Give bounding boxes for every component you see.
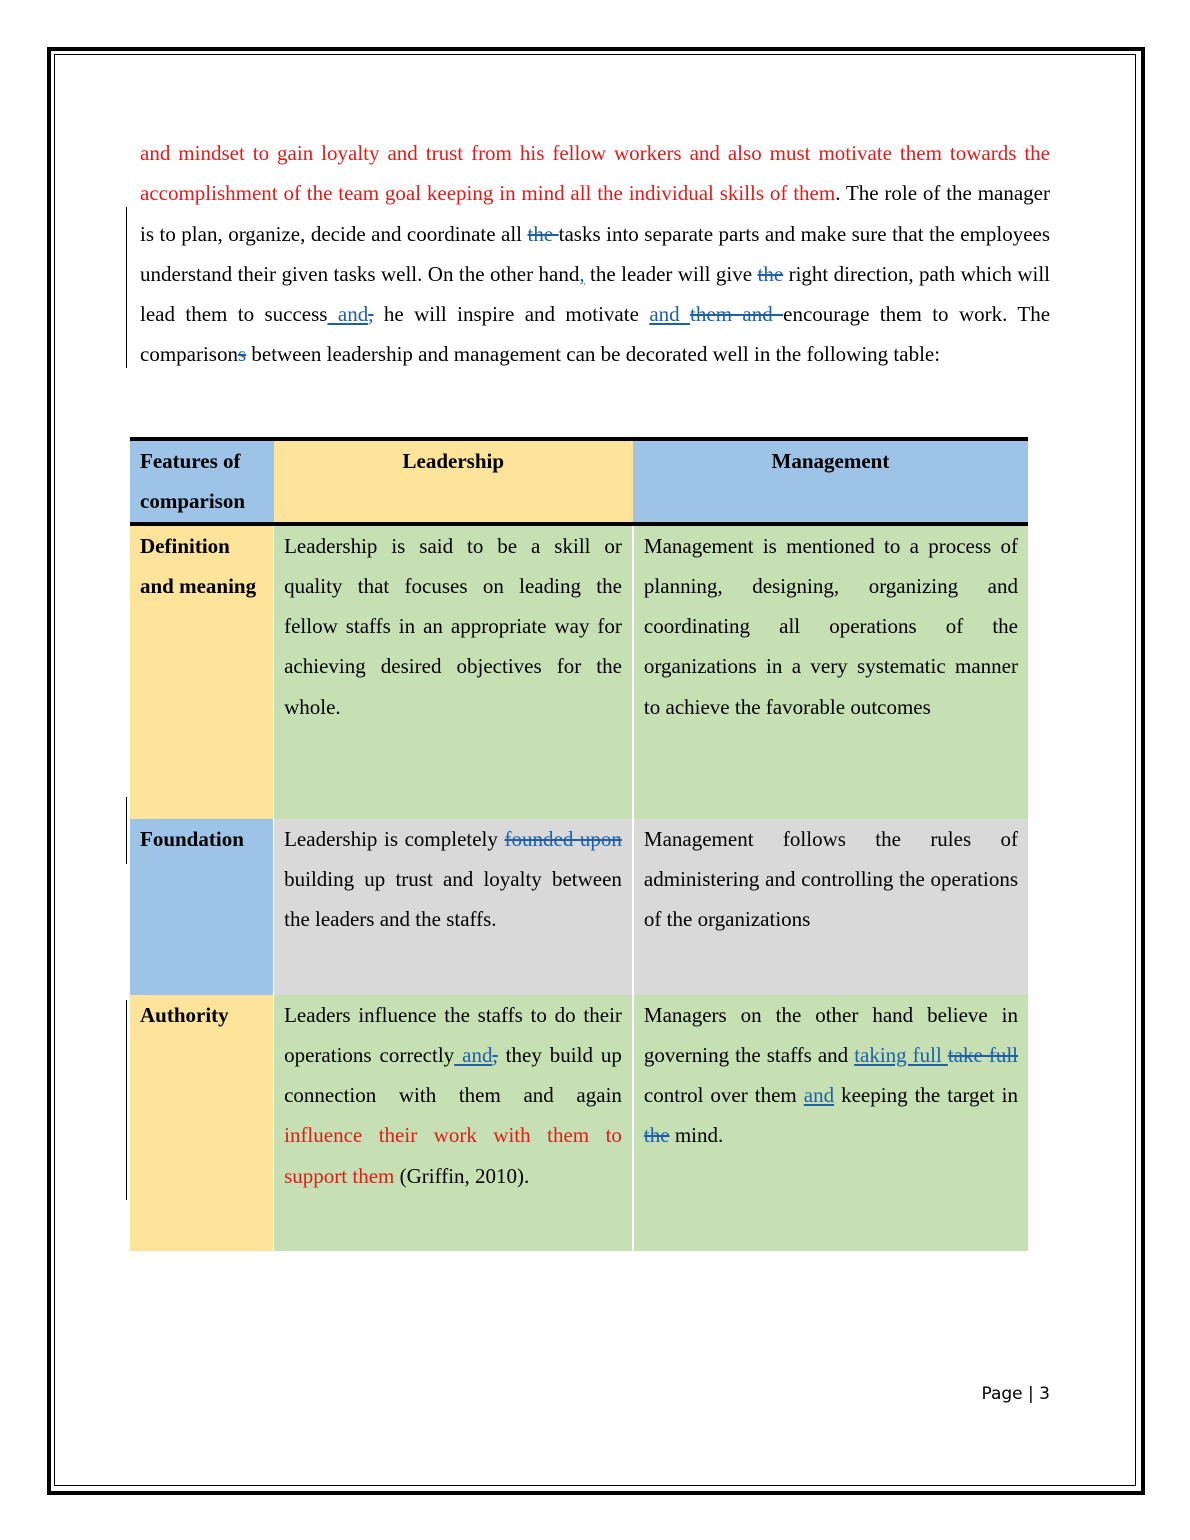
text-run: Managers on the other hand believe in governing the staffs and [643,1002,1018,1067]
change-bar [126,207,127,368]
inserted-text: and [454,1042,493,1067]
text-run: they build up connection with them and again [284,1042,622,1108]
deleted-text: , [368,302,374,327]
header-features: Features of comparison [130,439,274,524]
text-run: . The role of the manager is to plan, organize, decide and coordinate all [140,181,1051,246]
feature-cell: Foundation [130,819,274,995]
leadership-cell [274,995,633,1251]
table-row [130,524,1028,819]
management-cell [633,995,1028,1251]
leadership-cell [274,819,633,995]
deleted-text: the [527,221,559,246]
text-run: Leaders influence the staffs to do their operations correctly [284,1002,622,1067]
deleted-text: the [643,1123,670,1148]
text-run: tasks into separate parts and make sure that the employees understand their given tasks well. On the other hand [140,221,1051,286]
text-run: Leadership is completely [284,826,505,851]
change-bar [126,797,127,864]
header-leadership: Leadership [274,439,633,524]
text-run: between leadership and management can be decorated well in the following table: [246,342,941,367]
feature-cell: Definition and meaning [130,524,274,819]
text-run: (Griffin, 2010). [394,1163,530,1188]
text-run: keeping the target in [834,1083,1019,1108]
text-run: Management is mentioned to a process of planning, designing, organizing and coordinating all operations of the organizations in a very systematic manner to achieve the favorable outcomes [643,533,1018,719]
change-bar [126,1000,127,1200]
table-header-row [130,439,1028,524]
management-cell [633,819,1028,995]
inserted-text: taking full [854,1042,948,1067]
text-run: encourage them to work. The comparison [140,302,1051,367]
table-row [130,995,1028,1251]
deleted-text: founded upon [504,826,622,851]
inserted-text: , [579,261,585,286]
comparison-table [130,437,1028,1251]
text-run: building up trust and loyalty between the leaders and the staffs. [284,866,622,932]
text-run: mind. [669,1123,724,1148]
text-run: Leadership is said to be a skill or quality that focuses on leading the fellow staffs in an appropriate way for achieving desired objectives for the whole. [284,533,622,719]
table-row [130,819,1028,995]
deleted-text: , [492,1042,498,1067]
deleted-text: the [757,261,784,286]
deleted-text: them and [690,302,784,327]
text-run: the leader will give [584,261,758,286]
header-management: Management [633,439,1028,524]
highlighted-text: influence their work with them to support them [284,1123,622,1188]
inserted-text: and [803,1083,835,1108]
deleted-text: s [237,342,247,367]
inserted-text: and [649,302,691,327]
text-run: he will inspire and motivate [373,302,650,327]
inserted-text: and [327,302,369,327]
text-run: control over them [643,1083,804,1108]
leadership-cell [274,524,633,819]
management-cell [633,524,1028,819]
highlighted-text: and mindset to gain loyalty and trust from his fellow workers and also must motivate them towards the accomplishment of the team goal keeping in mind all the individual skills of them [140,141,1050,206]
text-run: right direction, path which will lead them to success [140,261,1050,327]
feature-cell: Authority [130,995,274,1251]
text-run: Management follows the rules of administering and controlling the operations of the organizations [643,826,1018,932]
page-number: Page | 3 [981,1384,1050,1404]
deleted-text: take full [947,1042,1019,1067]
body-paragraph [140,133,1050,375]
